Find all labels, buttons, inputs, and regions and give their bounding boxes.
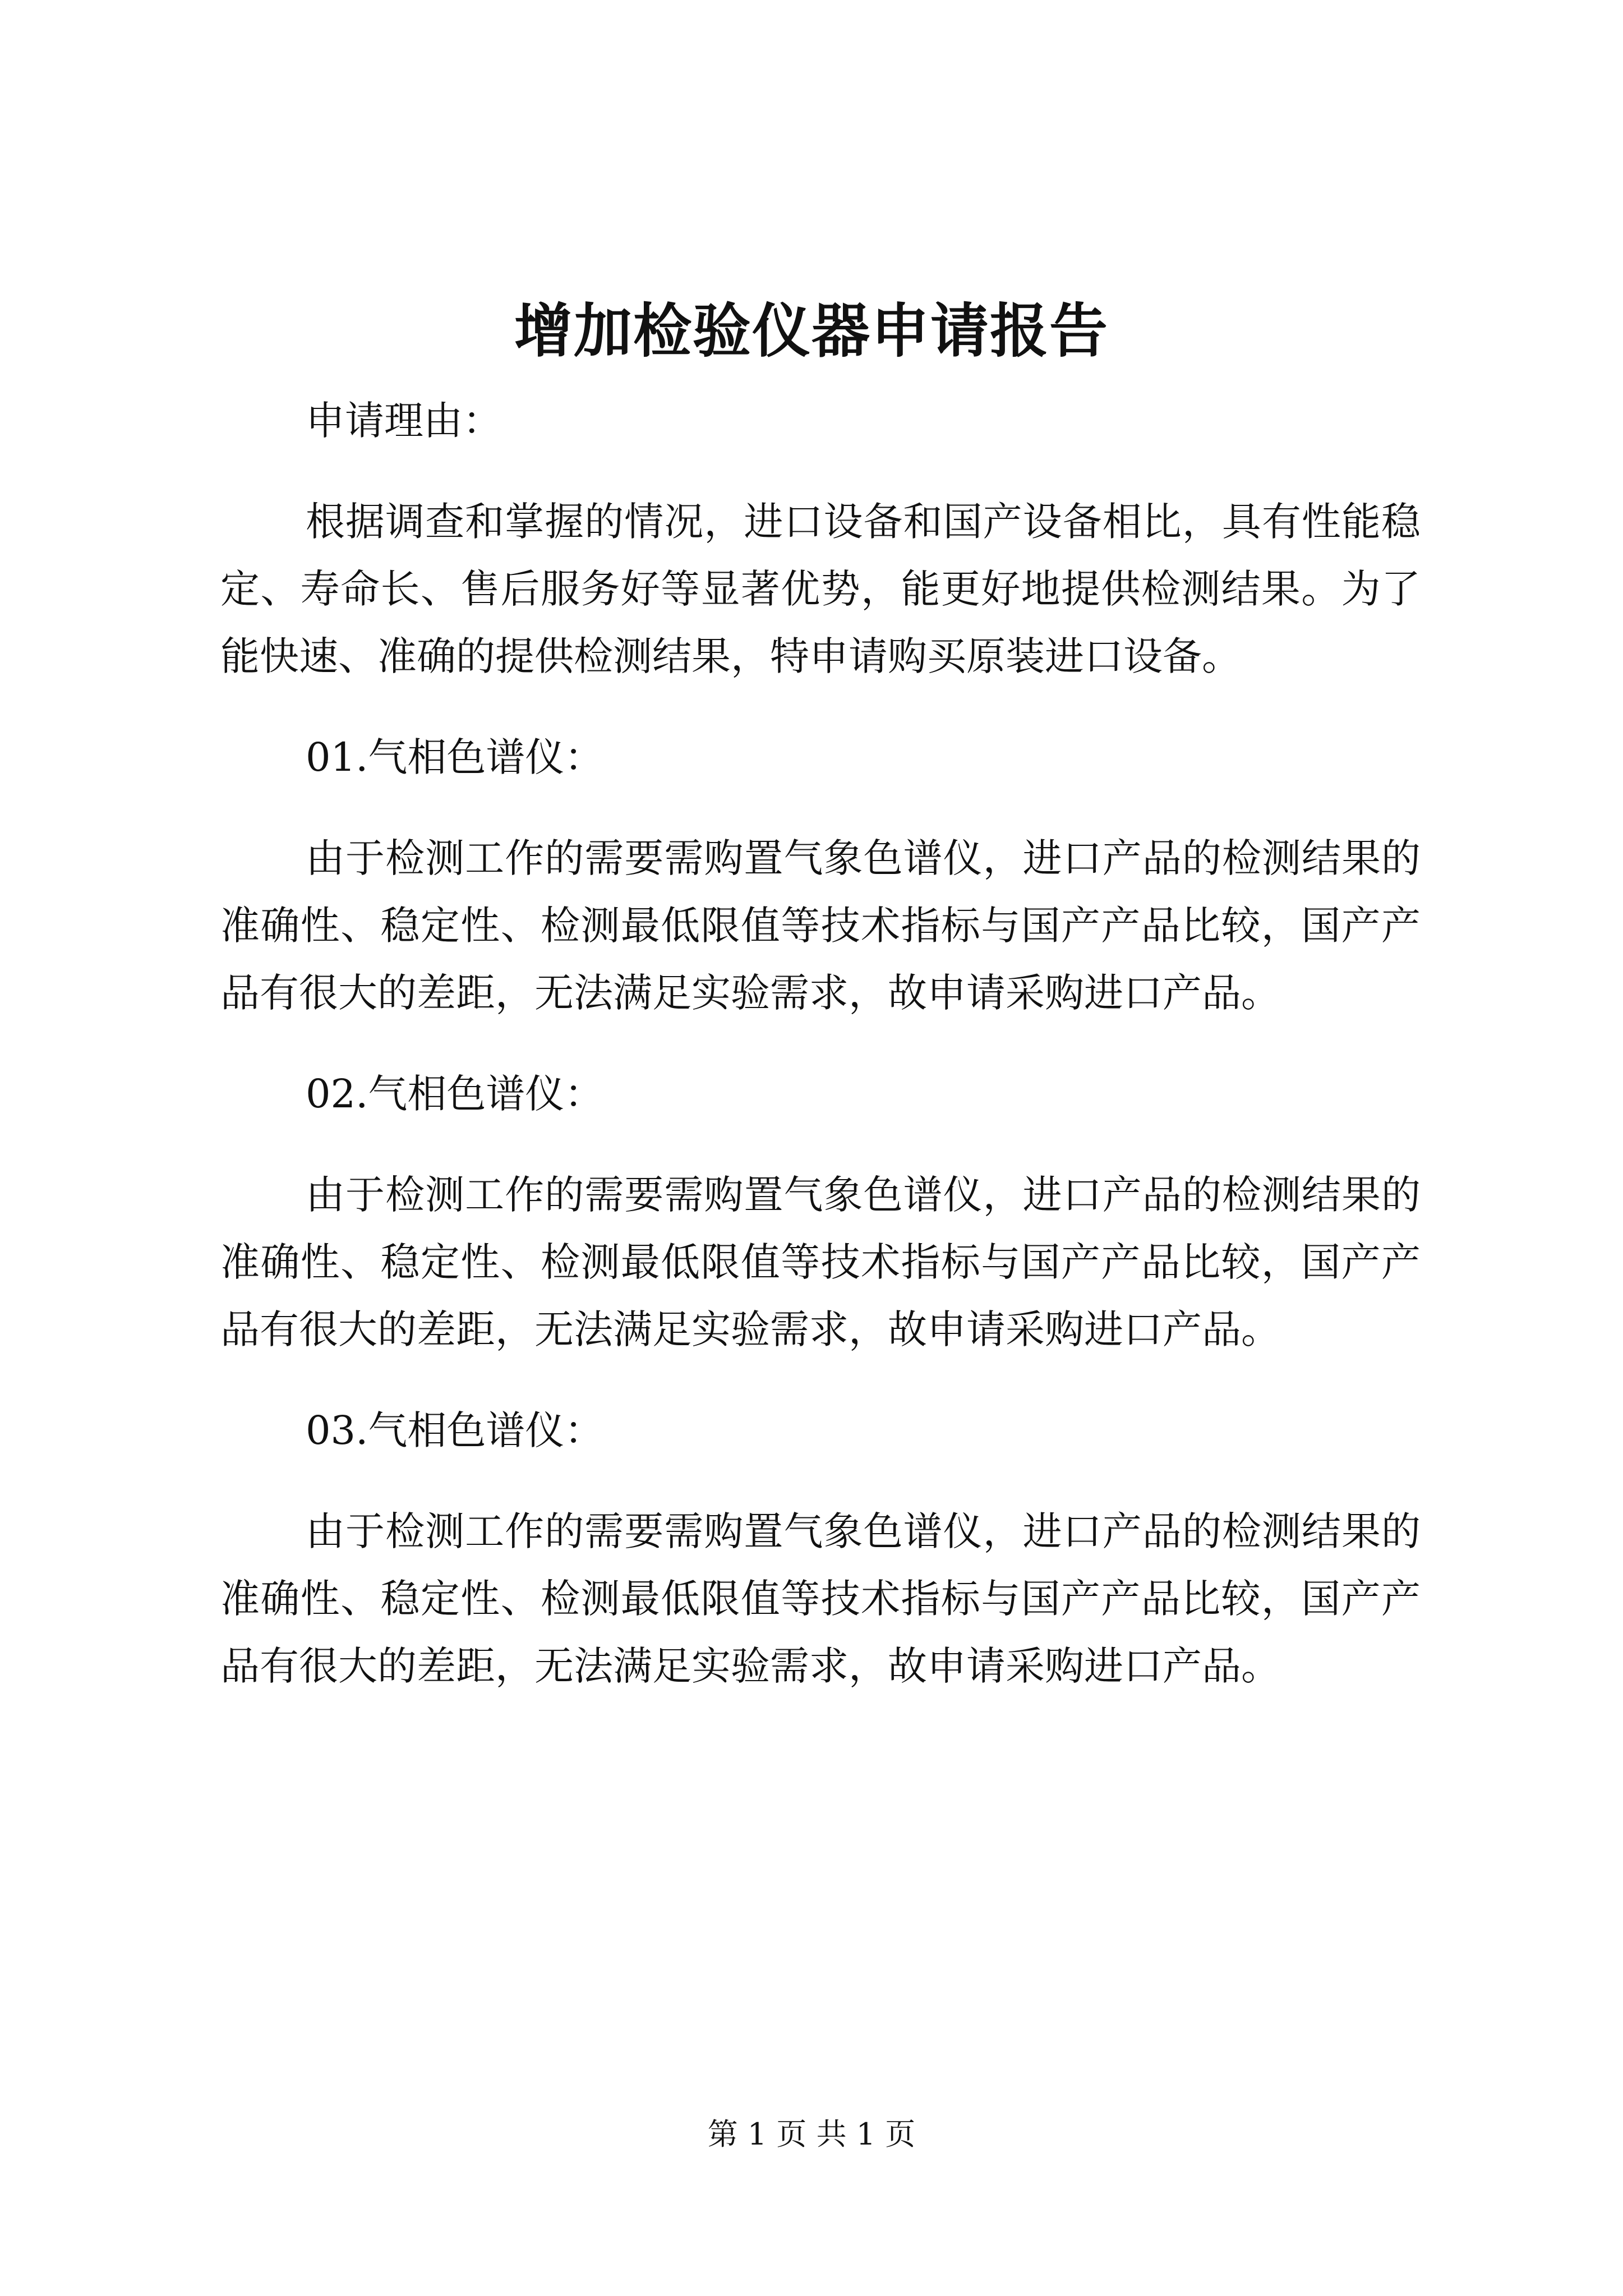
item-paragraph-03: 由于检测工作的需要需购置气象色谱仪，进口产品的检测结果的准确性、稳定性、检测最低限值等技术指标与国产产品比较，国产产品有很大的差距，无法满足实验需求，故申请采购进口产品。 <box>220 1508 1421 1689</box>
document-body <box>220 387 1421 1733</box>
document-title: 增加检验仪器申请报告 <box>514 296 1109 365</box>
page-footer: 第 1 页 共 1 页 <box>707 2116 916 2152</box>
item-heading-03: 03.气相色谱仪： <box>306 1407 604 1453</box>
item-paragraph-02: 由于检测工作的需要需购置气象色谱仪，进口产品的检测结果的准确性、稳定性、检测最低限值等技术指标与国产产品比较，国产产品有很大的差距，无法满足实验需求，故申请采购进口产品。 <box>220 1172 1421 1352</box>
item-heading-01: 01.气相色谱仪： <box>306 734 604 780</box>
item-heading-02: 02.气相色谱仪： <box>306 1071 604 1117</box>
item-paragraph-01: 由于检测工作的需要需购置气象色谱仪，进口产品的检测结果的准确性、稳定性、检测最低限值等技术指标与国产产品比较，国产产品有很大的差距，无法满足实验需求，故申请采购进口产品。 <box>220 835 1421 1016</box>
reason-paragraph: 根据调查和掌握的情况，进口设备和国产设备相比，具有性能稳定、寿命长、售后服务好等显著优势，能更好地提供检测结果。为了能快速、准确的提供检测结果，特申请购买原装进口设备。 <box>220 499 1421 679</box>
reason-heading: 申请理由： <box>306 398 502 444</box>
